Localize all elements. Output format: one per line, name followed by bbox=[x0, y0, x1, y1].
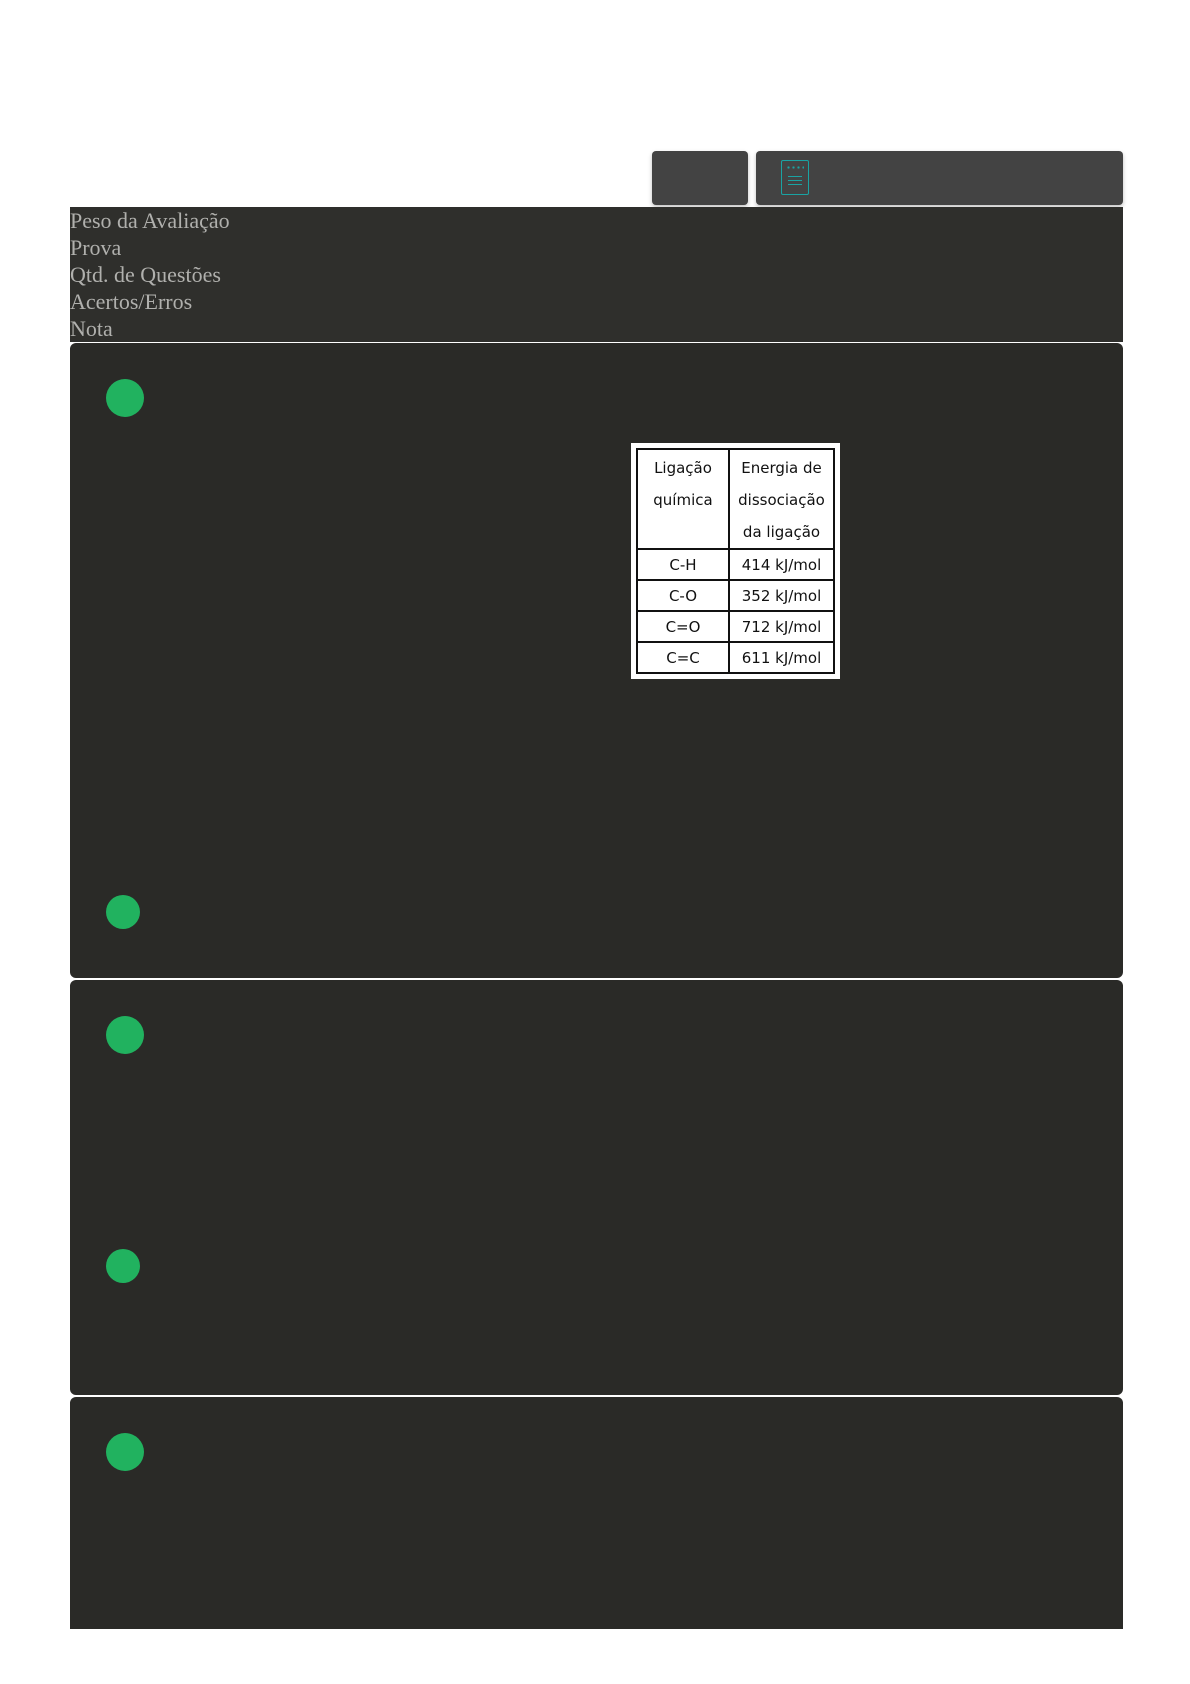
question-card bbox=[70, 343, 1123, 978]
summary-label-hits-errors: Acertos/Erros bbox=[70, 289, 193, 314]
question-status-dot bbox=[106, 1016, 144, 1054]
summary-label-grade: Nota bbox=[70, 316, 113, 341]
table-cell-energy: 611 kJ/mol bbox=[729, 642, 834, 673]
answer-status-dot bbox=[106, 895, 140, 929]
answer-status-dot bbox=[106, 1249, 140, 1283]
table-cell-bond: C=C bbox=[637, 642, 729, 673]
table-cell-energy: 414 kJ/mol bbox=[729, 549, 834, 580]
table-row bbox=[637, 580, 834, 611]
table-cell-bond: C-O bbox=[637, 580, 729, 611]
toolbar-small-button[interactable] bbox=[652, 151, 748, 205]
bond-energy-table bbox=[636, 448, 835, 674]
bond-energy-table-image bbox=[631, 443, 840, 679]
summary-label-weight: Peso da Avaliação bbox=[70, 208, 230, 233]
table-row bbox=[637, 549, 834, 580]
question-status-dot bbox=[106, 1433, 144, 1471]
table-row bbox=[637, 611, 834, 642]
toolbar-large-button[interactable] bbox=[756, 151, 1123, 205]
summary-label-exam: Prova bbox=[70, 235, 122, 260]
table-row bbox=[637, 642, 834, 673]
summary-label-question-count: Qtd. de Questões bbox=[70, 262, 221, 287]
question-card bbox=[70, 1397, 1123, 1629]
table-cell-energy: 352 kJ/mol bbox=[729, 580, 834, 611]
question-card bbox=[70, 980, 1123, 1395]
question-status-dot bbox=[106, 379, 144, 417]
table-cell-bond: C=O bbox=[637, 611, 729, 642]
table-header-energy: Energia de dissociação da ligação bbox=[729, 449, 834, 549]
table-cell-bond: C-H bbox=[637, 549, 729, 580]
table-header-bond: Ligação química bbox=[637, 449, 729, 549]
table-cell-energy: 712 kJ/mol bbox=[729, 611, 834, 642]
document-icon bbox=[781, 160, 809, 195]
assessment-summary bbox=[70, 207, 1123, 342]
